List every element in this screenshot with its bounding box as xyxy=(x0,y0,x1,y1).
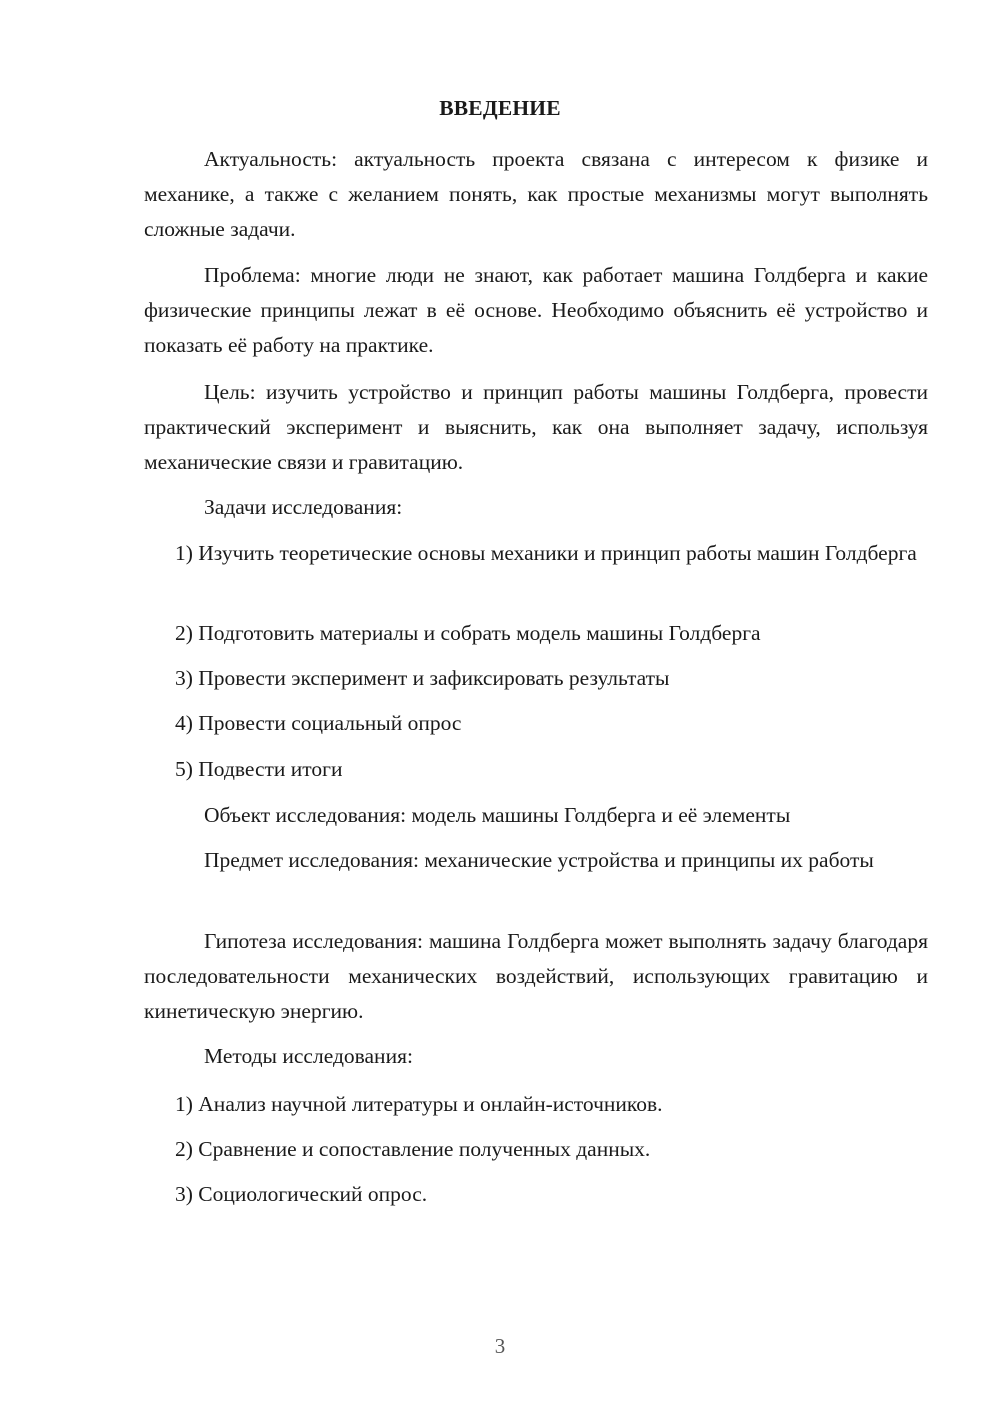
task-item: 2) Подготовить материалы и собрать модель машины Голдберга xyxy=(175,621,761,645)
page-title: ВВЕДЕНИЕ xyxy=(439,96,561,120)
task-item: 1) Изучить теоретические основы механики и принцип работы машин Голдберга xyxy=(175,541,917,565)
page-number: 3 xyxy=(494,1334,506,1358)
goal-paragraph: Цель: изучить устройство и принцип работы машины Голдберга, провести практический эксперимент и выяснить, как она выполняет задачу, используя механические связи и гравитацию. xyxy=(144,380,928,474)
object-paragraph: Объект исследования: модель машины Голдберга и её элементы xyxy=(204,803,791,827)
task-item: 5) Подвести итоги xyxy=(175,757,343,781)
tasks-heading: Задачи исследования: xyxy=(204,495,403,519)
problem-paragraph: Проблема: многие люди не знают, как работает машина Голдберга и какие физические принципы лежат в её основе. Необходимо объяснить её устройство и показать её работу на практике. xyxy=(144,263,928,357)
task-item: 3) Провести эксперимент и зафиксировать результаты xyxy=(175,666,670,690)
task-item: 4) Провести социальный опрос xyxy=(175,711,462,735)
method-item: 1) Анализ научной литературы и онлайн-источников. xyxy=(175,1092,663,1116)
methods-heading: Методы исследования: xyxy=(204,1044,413,1068)
hypothesis-paragraph: Гипотеза исследования: машина Голдберга может выполнять задачу благодаря последовательности механических воздействий, использующих гравитацию и кинетическую энергию. xyxy=(144,929,928,1023)
method-item: 3) Социологический опрос. xyxy=(175,1182,428,1206)
method-item: 2) Сравнение и сопоставление полученных данных. xyxy=(175,1137,651,1161)
relevance-paragraph: Актуальность: актуальность проекта связана с интересом к физике и механике, а также с желанием понять, как простые механизмы могут выполнять сложные задачи. xyxy=(144,147,928,241)
subject-paragraph: Предмет исследования: механические устройства и принципы их работы xyxy=(204,848,874,872)
